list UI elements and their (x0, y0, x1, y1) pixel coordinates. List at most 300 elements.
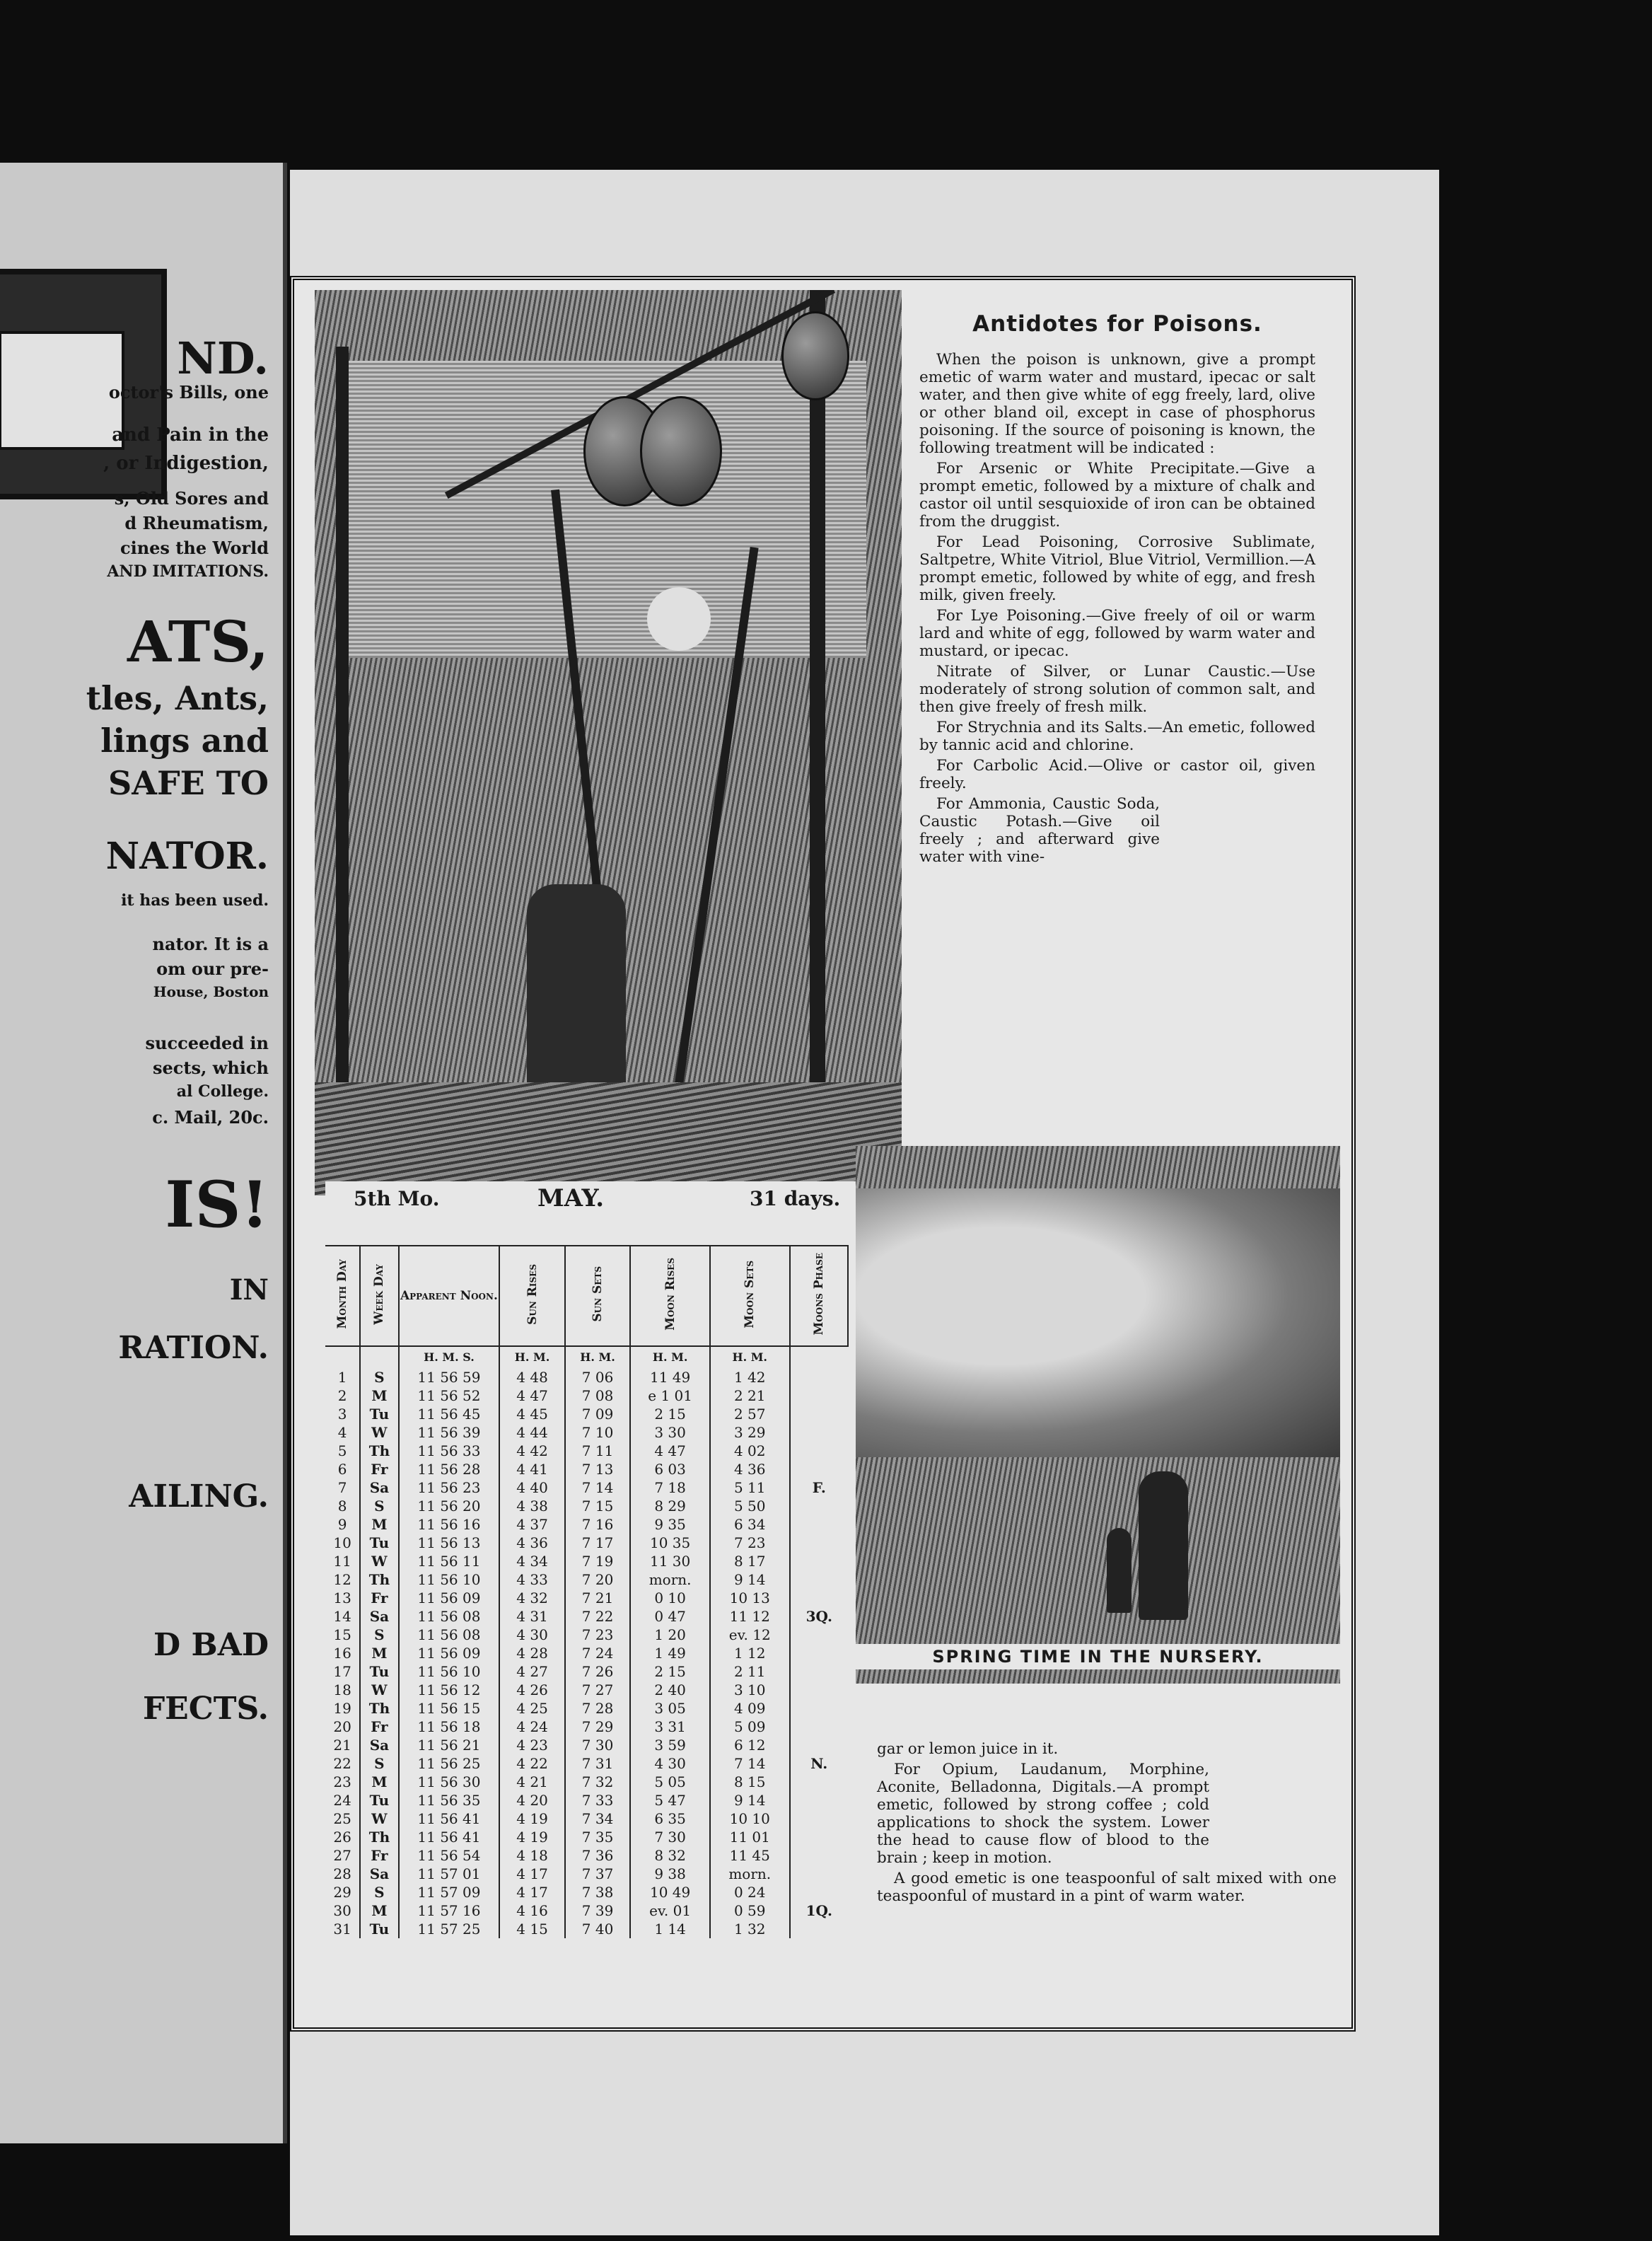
calendar-cell: 11 57 09 (399, 1883, 500, 1901)
calendar-cell: Tu (360, 1791, 398, 1809)
calendar-row (325, 1478, 848, 1497)
advertisement-text-line: FECTS. (142, 1691, 269, 1727)
calendar-row (325, 1386, 848, 1405)
calendar-cell: 3 05 (630, 1699, 710, 1718)
calendar-column-header (710, 1246, 790, 1346)
calendar-cell: 6 34 (710, 1515, 790, 1534)
advertisement-text-line: AND IMITATIONS. (107, 562, 269, 581)
calendar-cell: 4 (325, 1423, 360, 1442)
calendar-cell: 4 32 (499, 1589, 565, 1607)
calendar-cell: 7 08 (565, 1386, 631, 1405)
calendar-cell: 4 47 (499, 1386, 565, 1405)
calendar-cell: 7 11 (565, 1442, 631, 1460)
calendar-cell: 7 38 (565, 1883, 631, 1901)
calendar-cell: 1 42 (710, 1368, 790, 1386)
calendar-cell: 7 21 (565, 1589, 631, 1607)
calendar-cell: 7 40 (565, 1920, 631, 1938)
calendar-cell: 3 59 (630, 1736, 710, 1754)
calendar-cell: M (360, 1644, 398, 1662)
calendar-cell: 11 (325, 1552, 360, 1570)
calendar-cell: 4 40 (499, 1478, 565, 1497)
calendar-cell: 7 14 (710, 1754, 790, 1773)
calendar-column-header-label: Moon Sets (743, 1260, 757, 1328)
calendar-cell: 5 47 (630, 1791, 710, 1809)
calendar-row (325, 1423, 848, 1442)
calendar-cell: 0 47 (630, 1607, 710, 1626)
calendar-cell: 21 (325, 1736, 360, 1754)
advertisement-text-line: al College. (176, 1082, 269, 1101)
calendar-column-header-label: Month Day (335, 1259, 350, 1329)
calendar-cell: 11 49 (630, 1368, 710, 1386)
calendar-row (325, 1534, 848, 1552)
calendar-cell: W (360, 1681, 398, 1699)
calendar-cell: 4 16 (499, 1901, 565, 1920)
calendar-cell: 4 28 (499, 1644, 565, 1662)
calendar-cell: e 1 01 (630, 1386, 710, 1405)
calendar-cell: 10 49 (630, 1883, 710, 1901)
calendar-cell: 11 56 12 (399, 1681, 500, 1699)
calendar-unit-cell: H. M. (565, 1346, 631, 1368)
calendar-cell: 5 (325, 1442, 360, 1460)
advertisement-text-line: IN (229, 1273, 269, 1307)
calendar-cell: S (360, 1497, 398, 1515)
calendar-cell: 9 14 (710, 1570, 790, 1589)
calendar-row (325, 1754, 848, 1773)
advertisement-text-line: lings and (100, 722, 269, 760)
calendar-unit-cell (790, 1346, 848, 1368)
calendar-column-header-label: Apparent Noon. (400, 1289, 498, 1303)
moon-phase-cell (790, 1828, 848, 1846)
calendar-cell: Tu (360, 1534, 398, 1552)
calendar-cell: 7 09 (565, 1405, 631, 1423)
moon-phase-cell (790, 1497, 848, 1515)
left-facing-page (0, 163, 287, 2143)
calendar-cell: 11 56 41 (399, 1809, 500, 1828)
calendar-cell: 14 (325, 1607, 360, 1626)
calendar-column-header (565, 1246, 631, 1346)
calendar-unit-cell: H. M. (499, 1346, 565, 1368)
calendar-cell: 7 34 (565, 1809, 631, 1828)
calendar-row (325, 1920, 848, 1938)
advertisement-text-line: c. Mail, 20c. (152, 1107, 269, 1128)
moon-phase-cell (790, 1791, 848, 1809)
moon-phase-cell (790, 1846, 848, 1865)
calendar-cell: 11 56 33 (399, 1442, 500, 1460)
moon-phase-cell (790, 1515, 848, 1534)
moon-phase-cell (790, 1865, 848, 1883)
calendar-cell: Fr (360, 1589, 398, 1607)
calendar-cell: 4 36 (499, 1534, 565, 1552)
calendar-cell: 11 57 25 (399, 1920, 500, 1938)
engraving-ground (315, 1082, 902, 1195)
calendar-row (325, 1626, 848, 1644)
advertisement-text-line: SAFE TO (108, 764, 269, 802)
nursery-engraving (856, 1146, 1340, 1684)
calendar-cell: 17 (325, 1662, 360, 1681)
calendar-cell: Sa (360, 1736, 398, 1754)
calendar-cell: 10 10 (710, 1809, 790, 1828)
month-number: 5th Mo. (354, 1187, 440, 1210)
calendar-cell: Sa (360, 1478, 398, 1497)
article-paragraph: Nitrate of Silver, or Lunar Caustic.—Use moderately of strong solution of common salt, and then give freely of fresh milk. (919, 663, 1315, 716)
moon-phase-cell (790, 1589, 848, 1607)
calendar-cell: 11 56 08 (399, 1607, 500, 1626)
blossom-trees (856, 1188, 1340, 1457)
calendar-cell: 9 38 (630, 1865, 710, 1883)
moon-phase-cell (790, 1883, 848, 1901)
calendar-cell: S (360, 1883, 398, 1901)
calendar-cell: 11 56 30 (399, 1773, 500, 1791)
calendar-cell: 20 (325, 1718, 360, 1736)
calendar-cell: W (360, 1809, 398, 1828)
moon-phase-cell (790, 1423, 848, 1442)
moon-phase-cell: F. (812, 1479, 826, 1496)
moon-phase-cell (790, 1773, 848, 1791)
calendar-row (325, 1773, 848, 1791)
calendar-cell: 8 29 (630, 1497, 710, 1515)
calendar-cell: 2 15 (630, 1405, 710, 1423)
calendar-cell: 11 56 25 (399, 1754, 500, 1773)
calendar-column-header (630, 1246, 710, 1346)
advertisement-text-line: IS! (165, 1167, 269, 1242)
calendar-cell: 4 31 (499, 1607, 565, 1626)
calendar-header (325, 1181, 856, 1217)
calendar-cell: 4 34 (499, 1552, 565, 1570)
calendar-cell: 7 31 (565, 1754, 631, 1773)
calendar-cell: 31 (325, 1920, 360, 1938)
advertisement-text-line: cines the World (120, 538, 269, 558)
calendar-cell: 10 35 (630, 1534, 710, 1552)
calendar-cell: 11 56 59 (399, 1368, 500, 1386)
calendar-cell: 2 57 (710, 1405, 790, 1423)
calendar-cell: 4 37 (499, 1515, 565, 1534)
calendar-row (325, 1570, 848, 1589)
advertisement-text-line: RATION. (118, 1330, 269, 1366)
calendar-cell: 7 28 (565, 1699, 631, 1718)
calendar-row (325, 1442, 848, 1460)
article-title: Antidotes for Poisons. (972, 311, 1262, 337)
calendar-cell: 7 22 (565, 1607, 631, 1626)
calendar-cell: 7 36 (565, 1846, 631, 1865)
moon-phase-cell (790, 1699, 848, 1718)
calendar-cell: 11 01 (710, 1828, 790, 1846)
calendar-cell: 11 56 39 (399, 1423, 500, 1442)
month-name: MAY. (537, 1184, 605, 1212)
fruit (781, 311, 849, 400)
article-paragraph: When the poison is unknown, give a prompt emetic of warm water and mustard, ipecac or salt water, and then give white of egg freely, lard, olive or other bland oil, except in case of phosphorus poisoning. If the source of poisoning is known, the following treatment will be indicated : (919, 351, 1315, 457)
calendar-cell: 3 10 (710, 1681, 790, 1699)
calendar-row (325, 1901, 848, 1920)
calendar-cell: 7 30 (630, 1828, 710, 1846)
article-paragraph: For Lead Poisoning, Corrosive Sublimate, Saltpetre, White Vitriol, Blue Vitriol, Vermillion.—A prompt emetic, followed by white of egg, and fresh milk, given freely. (919, 533, 1315, 604)
calendar-cell: 4 18 (499, 1846, 565, 1865)
moon-phase-cell (790, 1736, 848, 1754)
calendar-cell: 11 56 09 (399, 1644, 500, 1662)
calendar-cell: 4 33 (499, 1570, 565, 1589)
calendar-cell: M (360, 1901, 398, 1920)
calendar-cell: 4 09 (710, 1699, 790, 1718)
calendar-cell: 4 38 (499, 1497, 565, 1515)
calendar-cell: Fr (360, 1846, 398, 1865)
calendar-cell: M (360, 1773, 398, 1791)
engraving-caption: SPRING TIME IN THE NURSERY. (856, 1644, 1340, 1669)
calendar-cell: Tu (360, 1405, 398, 1423)
calendar-cell: 2 11 (710, 1662, 790, 1681)
moon-phase-cell (790, 1442, 848, 1460)
calendar-column-header-label: Sun Sets (591, 1266, 605, 1322)
calendar-row (325, 1809, 848, 1828)
calendar-cell: 3 31 (630, 1718, 710, 1736)
calendar-cell: Th (360, 1828, 398, 1846)
calendar-cell: 15 (325, 1626, 360, 1644)
calendar-cell: 3 30 (630, 1423, 710, 1442)
calendar-cell: 11 57 16 (399, 1901, 500, 1920)
moon-phase-cell (790, 1460, 848, 1478)
moon-phase-cell (790, 1386, 848, 1405)
calendar-cell: 4 02 (710, 1442, 790, 1460)
calendar-cell: 1 20 (630, 1626, 710, 1644)
calendar-unit-cell (360, 1346, 398, 1368)
calendar-cell: 4 22 (499, 1754, 565, 1773)
calendar-cell: 7 17 (565, 1534, 631, 1552)
calendar-column-header-label: Sun Rises (525, 1263, 540, 1325)
calendar-cell: 4 27 (499, 1662, 565, 1681)
advertisement-text-line: s, Old Sores and (114, 488, 269, 509)
calendar-column-header (399, 1246, 500, 1346)
moon-phase-cell: N. (810, 1755, 828, 1772)
calendar-row (325, 1405, 848, 1423)
advertisement-text-line: octor's Bills, one (108, 382, 269, 403)
calendar-cell: 7 39 (565, 1901, 631, 1920)
calendar-cell: 4 24 (499, 1718, 565, 1736)
moon-phase-cell (790, 1718, 848, 1736)
calendar-cell: 1 14 (630, 1920, 710, 1938)
calendar-row (325, 1736, 848, 1754)
calendar-cell: 7 35 (565, 1828, 631, 1846)
calendar-cell: 7 23 (710, 1534, 790, 1552)
calendar-cell: 6 12 (710, 1736, 790, 1754)
calendar-cell: 7 23 (565, 1626, 631, 1644)
calendar-cell: 4 41 (499, 1460, 565, 1478)
calendar-cell: 7 10 (565, 1423, 631, 1442)
calendar-cell: 3 29 (710, 1423, 790, 1442)
calendar-cell: 7 19 (565, 1552, 631, 1570)
calendar-column-header (360, 1246, 398, 1346)
orchard-digging-engraving (315, 290, 902, 1195)
calendar-units-row (325, 1346, 848, 1368)
calendar-cell: 12 (325, 1570, 360, 1589)
calendar-cell: 11 56 21 (399, 1736, 500, 1754)
moon-phase-cell: 3Q. (805, 1608, 832, 1625)
calendar-cell: Th (360, 1442, 398, 1460)
calendar-cell: S (360, 1754, 398, 1773)
article-paragraph: For Carbolic Acid.—Olive or castor oil, given freely. (919, 757, 1315, 792)
advertisement-text-line: d Rheumatism, (124, 513, 269, 533)
calendar-cell: 5 11 (710, 1478, 790, 1497)
calendar-cell: 8 15 (710, 1773, 790, 1791)
calendar-cell: 7 24 (565, 1644, 631, 1662)
moon-phase-cell: 1Q. (805, 1902, 832, 1919)
calendar-cell: Tu (360, 1920, 398, 1938)
advertisement-text-line: ND. (177, 332, 269, 384)
calendar-row (325, 1589, 848, 1607)
calendar-cell: 11 56 13 (399, 1534, 500, 1552)
moon-phase-cell (790, 1368, 848, 1386)
calendar-cell: 7 (325, 1478, 360, 1497)
calendar-cell: 8 17 (710, 1552, 790, 1570)
advertisement-text-line: House, Boston (153, 983, 269, 1000)
calendar-cell: 8 32 (630, 1846, 710, 1865)
calendar-cell: 6 (325, 1460, 360, 1478)
fruit (640, 396, 722, 506)
calendar-cell: 0 59 (710, 1901, 790, 1920)
days-count: 31 days. (750, 1187, 841, 1210)
antidotes-article (919, 311, 1315, 869)
calendar-cell: 25 (325, 1809, 360, 1828)
calendar-cell: 0 10 (630, 1589, 710, 1607)
calendar-cell: 4 17 (499, 1865, 565, 1883)
calendar-cell: 13 (325, 1589, 360, 1607)
calendar-cell: 11 56 15 (399, 1699, 500, 1718)
calendar-row (325, 1497, 848, 1515)
calendar-cell: 18 (325, 1681, 360, 1699)
calendar-cell: 4 26 (499, 1681, 565, 1699)
calendar-cell: 7 18 (630, 1478, 710, 1497)
calendar-cell: 9 35 (630, 1515, 710, 1534)
article-paragraph: gar or lemon juice in it. (877, 1740, 1059, 1758)
calendar-cell: ev. 12 (710, 1626, 790, 1644)
calendar-cell: 7 30 (565, 1736, 631, 1754)
calendar-cell: 2 (325, 1386, 360, 1405)
advertisement-text-line: AILING. (129, 1478, 269, 1515)
advertisement-text-line: NATOR. (105, 835, 269, 878)
calendar-column-header (790, 1246, 848, 1346)
calendar-cell: 7 27 (565, 1681, 631, 1699)
calendar-unit-cell: H. M. (630, 1346, 710, 1368)
calendar-cell: 4 20 (499, 1791, 565, 1809)
calendar-unit-cell: H. M. (710, 1346, 790, 1368)
calendar-row (325, 1552, 848, 1570)
calendar-cell: 4 19 (499, 1828, 565, 1846)
calendar-cell: S (360, 1626, 398, 1644)
advertisement-text-line: nator. It is a (152, 934, 269, 954)
calendar-table (325, 1245, 849, 1938)
advertisement-text-line: D BAD (153, 1627, 269, 1663)
calendar-cell: 24 (325, 1791, 360, 1809)
calendar-cell: W (360, 1552, 398, 1570)
calendar-cell: 7 33 (565, 1791, 631, 1809)
calendar-cell: Fr (360, 1460, 398, 1478)
calendar-column-header-label: Week Day (372, 1263, 387, 1325)
calendar-cell: morn. (630, 1570, 710, 1589)
calendar-cell: ev. 01 (630, 1901, 710, 1920)
calendar-cell: 11 56 52 (399, 1386, 500, 1405)
calendar-cell: 7 16 (565, 1515, 631, 1534)
calendar-cell: 4 48 (499, 1368, 565, 1386)
calendar-cell: 6 35 (630, 1809, 710, 1828)
calendar-cell: 4 42 (499, 1442, 565, 1460)
calendar-cell: 2 21 (710, 1386, 790, 1405)
calendar-cell: 28 (325, 1865, 360, 1883)
calendar-unit-cell (325, 1346, 360, 1368)
moon-phase-cell (790, 1809, 848, 1828)
calendar-cell: 7 26 (565, 1662, 631, 1681)
calendar-cell: 23 (325, 1773, 360, 1791)
moon-phase-cell (790, 1534, 848, 1552)
moon-phase-cell (790, 1662, 848, 1681)
calendar-cell: 5 50 (710, 1497, 790, 1515)
article-paragraph: For Lye Poisoning.—Give freely of oil or warm lard and white of egg, followed by warm water and mustard, or ipecac. (919, 607, 1315, 660)
calendar-cell: 9 (325, 1515, 360, 1534)
calendar-column-header-label: Moon Rises (663, 1258, 677, 1331)
calendar-cell: Sa (360, 1607, 398, 1626)
calendar-row (325, 1607, 848, 1626)
moon-phase-cell (790, 1570, 848, 1589)
calendar-cell: 11 56 18 (399, 1718, 500, 1736)
calendar-cell: 4 44 (499, 1423, 565, 1442)
calendar-cell: 7 32 (565, 1773, 631, 1791)
calendar-cell: 1 32 (710, 1920, 790, 1938)
calendar-row (325, 1644, 848, 1662)
calendar-cell: W (360, 1423, 398, 1442)
calendar-cell: 11 56 23 (399, 1478, 500, 1497)
calendar-column-header-label: Moons Phase (811, 1253, 826, 1336)
advertisement-text-line: sects, which (153, 1058, 269, 1078)
calendar-cell: 29 (325, 1883, 360, 1901)
advertisement-text-line: succeeded in (145, 1033, 269, 1053)
moon-phase-cell (790, 1552, 848, 1570)
antidotes-continuation (877, 1740, 1337, 1908)
calendar-cell: 4 19 (499, 1809, 565, 1828)
engraving-moon (647, 587, 711, 651)
calendar-cell: 26 (325, 1828, 360, 1846)
calendar-cell: 11 56 09 (399, 1589, 500, 1607)
calendar-cell: 4 47 (630, 1442, 710, 1460)
advertisement-text-line: and Pain in the (112, 424, 269, 446)
calendar-cell: 5 05 (630, 1773, 710, 1791)
calendar-cell: 19 (325, 1699, 360, 1718)
child-figure (1107, 1528, 1132, 1613)
calendar-row (325, 1460, 848, 1478)
calendar-cell: 11 57 01 (399, 1865, 500, 1883)
moon-phase-cell (790, 1681, 848, 1699)
calendar-cell: 11 30 (630, 1552, 710, 1570)
calendar-row (325, 1791, 848, 1809)
advertisement-label-illustration (0, 331, 124, 450)
calendar-cell: 1 (325, 1368, 360, 1386)
calendar-row (325, 1368, 848, 1386)
calendar-cell: 11 56 54 (399, 1846, 500, 1865)
calendar-cell: 10 (325, 1534, 360, 1552)
calendar-row (325, 1681, 848, 1699)
may-calendar (325, 1181, 856, 2009)
calendar-cell: 11 56 45 (399, 1405, 500, 1423)
calendar-cell: 1 12 (710, 1644, 790, 1662)
calendar-cell: Sa (360, 1865, 398, 1883)
calendar-cell: 7 06 (565, 1368, 631, 1386)
calendar-cell: 4 21 (499, 1773, 565, 1791)
calendar-cell: 7 37 (565, 1865, 631, 1883)
tree-trunk (336, 347, 349, 1125)
calendar-cell: 7 29 (565, 1718, 631, 1736)
calendar-cell: Tu (360, 1662, 398, 1681)
calendar-cell: 1 49 (630, 1644, 710, 1662)
moon-phase-cell (790, 1920, 848, 1938)
calendar-cell: 11 56 20 (399, 1497, 500, 1515)
calendar-cell: 16 (325, 1644, 360, 1662)
calendar-cell: 11 56 10 (399, 1662, 500, 1681)
calendar-cell: 4 23 (499, 1736, 565, 1754)
